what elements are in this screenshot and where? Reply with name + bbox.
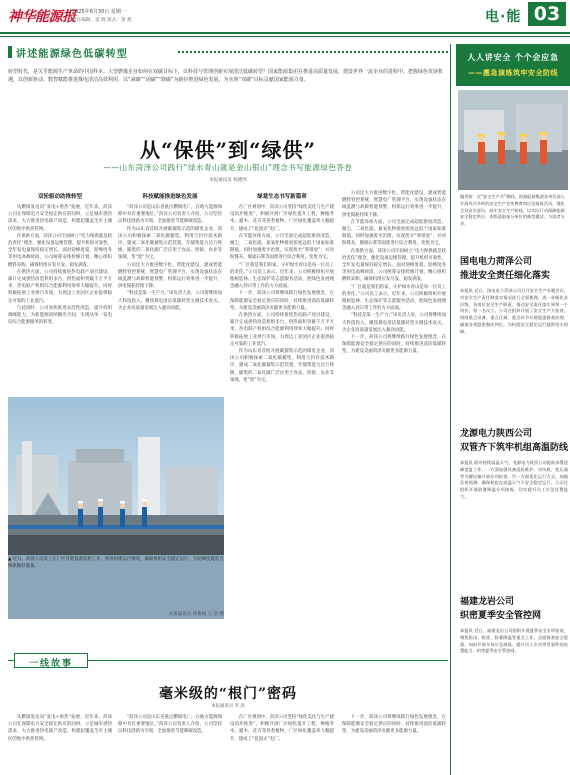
photo-caption: ▲ 近日，菏泽公司员工在厂区开展设备巡检工作，检查机组运行情况，确保机组安全稳定运行，为迎峰度夏电力保供做好准备。	[8, 557, 224, 569]
paragraph: “厂区就是我们的家，守护绿水青山是每一位员工的责任。”公司员工表示。近年来，公司积极组织开展植树造林、生态保护等志愿服务活动，把绿色发展理念融入到日常工作的方方面面。	[342, 284, 446, 312]
essay-column-2	[118, 714, 222, 772]
article-column-4	[342, 190, 446, 650]
article-headline: 从“保供”到“绿供”	[139, 138, 316, 162]
paragraph: 在供热方面，公司持续推进热电联产项目建设，累计完成供热改造机组多台，供热面积突破千万平方米，热电联产机组综合能源利用效率大幅提升。同时积极拓展工业供汽市场，为周边工业园区企业提供稳定可靠的工业蒸汽。	[230, 313, 334, 347]
paragraph: 在节能环保方面，公司全面完成超低排放改造，烟尘、二氧化硫、氮氧化物排放浓度远低于国家标准限值。同时加强废水治理，实现废水“零排放”，并对粉煤灰、脱硫石膏等固废进行综合利用，变废为宝。	[230, 233, 334, 261]
story-headline-line2: 织密夏季安全管控网	[460, 611, 542, 621]
story-headline: 国电电力菏泽公司	[460, 257, 533, 267]
story-headline-line2: 双管齐下筑牢机组高温防线	[460, 443, 569, 453]
masthead-rule-thin	[0, 36, 570, 37]
article-column-3	[230, 190, 334, 650]
kicker-text: 讲述能源绿色低碳转型	[16, 48, 128, 60]
power-plant-illustration	[8, 397, 224, 555]
section-title: 电·能	[485, 9, 522, 25]
story-headline: 福建龙岩公司	[460, 597, 515, 607]
paragraph: “菏泽公司是山东省重点燃煤电厂，在地方能源保障中具有重要地位。”菏泽公司负责人介绍，公司坚持以科技创新为引领，全面推进节能降碳改造。	[118, 205, 222, 225]
essay-column-3	[230, 714, 334, 772]
paragraph: 在保供方面，菏泽公司牢固树立“电力保供就是政治责任”理念，强化设备运维管理，提升机组可靠性，全年发电量保持稳定增长。面对迎峰度夏、迎峰度冬等用电高峰时段，公司统筹安排检修计划，精心组织燃料采购，确保机组应发尽发、稳发满发。	[8, 233, 112, 268]
article-byline: 本报通讯员 杨德西	[209, 178, 247, 183]
story-body: 本报讯 面对持续高温天气，龙源电力陕西公司提前部署迎峰度夏工作，一方面加强设备巡检维护，对风机、变压器等关键设备开展专项检查，另一方面优化运行方式，加强负荷预测，确保机组在高温天气下安全稳定运行。公司还组织开展防暑降温专项演练，切实提升员工应急处置能力。	[460, 460, 568, 499]
safety-drill-photo	[458, 90, 568, 190]
editor-credits: 责任编辑：窦 晓 版式：窦 燕	[72, 18, 132, 23]
column-subheading: 科技赋能推进绿色发展	[142, 194, 198, 200]
newspaper-logo: 神华能源报	[8, 9, 76, 25]
sidebar-intro: 编者按：在“安全生产月”期间，国家能源集团各单位深入开展形式多样的安全生产宣传教育和应急演练活动，强化全员安全意识，筑牢安全生产防线，以实际行动保障能源安全稳定供应。本版选取部分单位的典型做法，与读者分享。	[460, 194, 565, 227]
paragraph: 下一步，菏泽公司将继续践行绿色发展理念，在保障能源安全稳定供应的同时，持续推进清洁低碳转型，为建设美丽菏泽贡献更多能源力量。	[342, 715, 446, 735]
essay-column-1	[8, 714, 112, 772]
story-headline: 龙源电力陕西公司	[460, 429, 533, 439]
paragraph: 在厂区规划中，菏泽公司坚持“绿化美化与生产建设同步推进”，积极开展厂区绿化提升工程，种植乔木、灌木、花卉等各类植物，厂区绿化覆盖率大幅提升，建成了“花园式”电厂。	[230, 715, 334, 742]
paragraph: “厂区就是我们的家，守护绿水青山是每一位员工的责任。”公司员工表示。近年来，公司积极组织开展植树造林、生态保护等志愿服务活动，把绿色发展理念融入到日常工作的方方面面。	[230, 262, 334, 290]
column-subheading: 绿意生态书写新篇章	[257, 194, 307, 200]
paragraph: 在节能环保方面，公司全面完成超低排放改造，烟尘、二氧化硫、氮氧化物排放浓度远低于国家标准限值。同时加强废水治理，实现废水“零排放”，并对粉煤灰、脱硫石膏等固废进行综合利用，变废为宝。	[342, 219, 446, 247]
article-column-1	[8, 190, 112, 394]
paragraph: 下一步，菏泽公司将继续践行绿色发展理念，在保障能源安全稳定供应的同时，持续推进清洁低碳转型，为建设美丽菏泽贡献更多能源力量。	[230, 291, 334, 311]
column-divider	[450, 44, 451, 775]
paragraph: 在厂区规划中，菏泽公司坚持“绿化美化与生产建设同步推进”，积极开展厂区绿化提升工程，种植乔木、灌木、花卉等各类植物，厂区绿化覆盖率大幅提升，建成了“花园式”电厂。	[230, 205, 334, 232]
photo-credit: 本报通讯员 韩雅娟 王 浩 摄	[168, 612, 224, 617]
paragraph: 作为山东省首批开展碳捕集示范的煤电企业，菏泽公司积极探索二氧化碳捕集、利用与封存技术路径，建成二氧化碳捕集示范装置，年捕集能力达万吨级，捕集的二氧化碳广泛应用于食品、焊接、农业等领域，变“废”为宝。	[118, 226, 222, 261]
masthead-rule	[0, 32, 570, 34]
column-subheading: 双轮驱动助推转型	[37, 194, 82, 200]
paragraph: 下一步，菏泽公司将继续践行绿色发展理念，在保障能源安全稳定供应的同时，持续推进清洁低碳转型，为建设美丽菏泽贡献更多能源力量。	[342, 335, 446, 355]
paragraph: “科技是第一生产力。”该负责人说，公司将继续加大科技投入，聚焦煤电清洁低碳转型关键技术攻关，为企业高质量发展注入强劲动能。	[342, 313, 446, 333]
column-kicker	[8, 44, 128, 60]
kicker-dotted-rule	[178, 51, 448, 53]
paragraph: 与此同时，公司加快推进灵活性改造，提升机组调峰能力，为新能源消纳腾出空间，实现从单一发电向综合能源服务的转变。	[8, 305, 112, 326]
power-plant-photo	[8, 397, 224, 619]
paragraph: 公司还大力推进数字化、智能化建设，建成智能燃料管控系统、智慧电厂管理平台，实现设备状态在线监测与故障智能预警，机组运行效率进一步提升，供电煤耗持续下降。	[342, 191, 446, 218]
paragraph: “科技是第一生产力。”该负责人说，公司将继续加大科技投入，聚焦煤电清洁低碳转型关键技术攻关，为企业高质量发展注入强劲动能。	[118, 291, 222, 311]
story-headline-line2: 推进安全责任细化落实	[460, 271, 551, 281]
story-body: 本报讯 近日，国电电力菏泽公司召开安全生产专题会议，对安全生产责任制落实情况进行全面梳理，进一步细化各层级、各岗位安全生产职责，推动安全责任落实到每一个岗位、每一名员工。公司还组织开展了安全生产大检查，围绕重点设备、重点区域、重点环节开展隐患排查治理，确保各类隐患整改到位，为机组安全稳定运行提供坚实保障。	[460, 288, 568, 334]
paragraph: “菏泽公司是山东省重点燃煤电厂，在地方能源保障中具有重要地位。”菏泽公司负责人介绍，公司坚持以科技创新为引领，全面推进节能降碳改造。	[118, 715, 222, 735]
banner-subtitle: ——應急演练筑牢安全防线	[468, 69, 558, 77]
lede-paragraph: 转型时代，是关乎能源生产革命的中国样本。大型燃煤企业如何在双碳目标下，以科技与管理创新实现清洁低碳转型？国家能源集团在推进高质量发展、建设世界一流企业的进程中，把握绿色发展机遇，以创新驱动、数智赋能推进煤电清洁高效利用，以“减碳”“固碳”“降碳”为路径推进绿色发展，为实现“双碳”目标贡献国家能源力量。	[8, 69, 444, 83]
section-tag-box	[14, 653, 88, 668]
page-number: 03	[528, 2, 566, 26]
paragraph: 在供热方面，公司持续推进热电联产项目建设，累计完成供热改造机组多台，供热面积突破千万平方米，热电联产机组综合能源利用效率大幅提升。同时积极拓展工业供汽市场，为周边工业园区企业提供稳定可靠的工业蒸汽。	[8, 269, 112, 304]
essay-column-4	[342, 714, 446, 772]
paragraph: 从燃煤发电向“发电+供热”拓展，近年来，菏泽公司在保障电力安全稳定供应的同时，立足城市供热需求，大力推进热电联产改造，构建起覆盖全市主城区的集中供热管网。	[8, 205, 112, 232]
paragraph: 在保供方面，菏泽公司牢固树立“电力保供就是政治责任”理念，强化设备运维管理，提升机组可靠性，全年发电量保持稳定增长。面对迎峰度夏、迎峰度冬等用电高峰时段，公司统筹安排检修计划，精心组织燃料采购，确保机组应发尽发、稳发满发。	[342, 248, 446, 283]
kicker-bar	[8, 46, 12, 58]
essay-byline: 本报通讯员 李 涛	[211, 704, 245, 709]
paragraph: 从燃煤发电向“发电+供热”拓展，近年来，菏泽公司在保障电力安全稳定供应的同时，立足城市供热需求，大力推进热电联产改造，构建起覆盖全市主城区的集中供热管网。	[8, 715, 112, 742]
article-subhead: ——山东菏泽公司践行“绿水青山就是金山银山”理念书写能源绿色答卷	[103, 163, 353, 172]
issue-date: 2025年6月30日 星期一	[72, 9, 126, 15]
essay-headline: 毫米级的“根门”密码	[158, 686, 298, 702]
section-tag-label: 一线故事	[28, 659, 73, 669]
article-column-2	[118, 190, 222, 394]
banner-title: 人人讲安全 个个会应急	[467, 53, 559, 62]
story-body: 本报讯 近日，福建龙岩公司组织开展夏季安全专项检查，聚焦防汛、防雷、防暑降温等重点工作，全面排查安全隐患。同时开展多场应急演练，提升员工应对突发事件的处置能力，织密夏季安全管控网。	[460, 628, 568, 654]
paragraph: 作为山东省首批开展碳捕集示范的煤电企业，菏泽公司积极探索二氧化碳捕集、利用与封存技术路径，建成二氧化碳捕集示范装置，年捕集能力达万吨级，捕集的二氧化碳广泛应用于食品、焊接、农业等领域，变“废”为宝。	[230, 349, 334, 383]
masthead	[0, 0, 570, 44]
sidebar-column	[456, 44, 570, 775]
paragraph: 公司还大力推进数字化、智能化建设，建成智能燃料管控系统、智慧电厂管理平台，实现设备状态在线监测与故障智能预警，机组运行效率进一步提升，供电煤耗持续下降。	[118, 262, 222, 290]
sidebar-banner	[456, 44, 570, 86]
